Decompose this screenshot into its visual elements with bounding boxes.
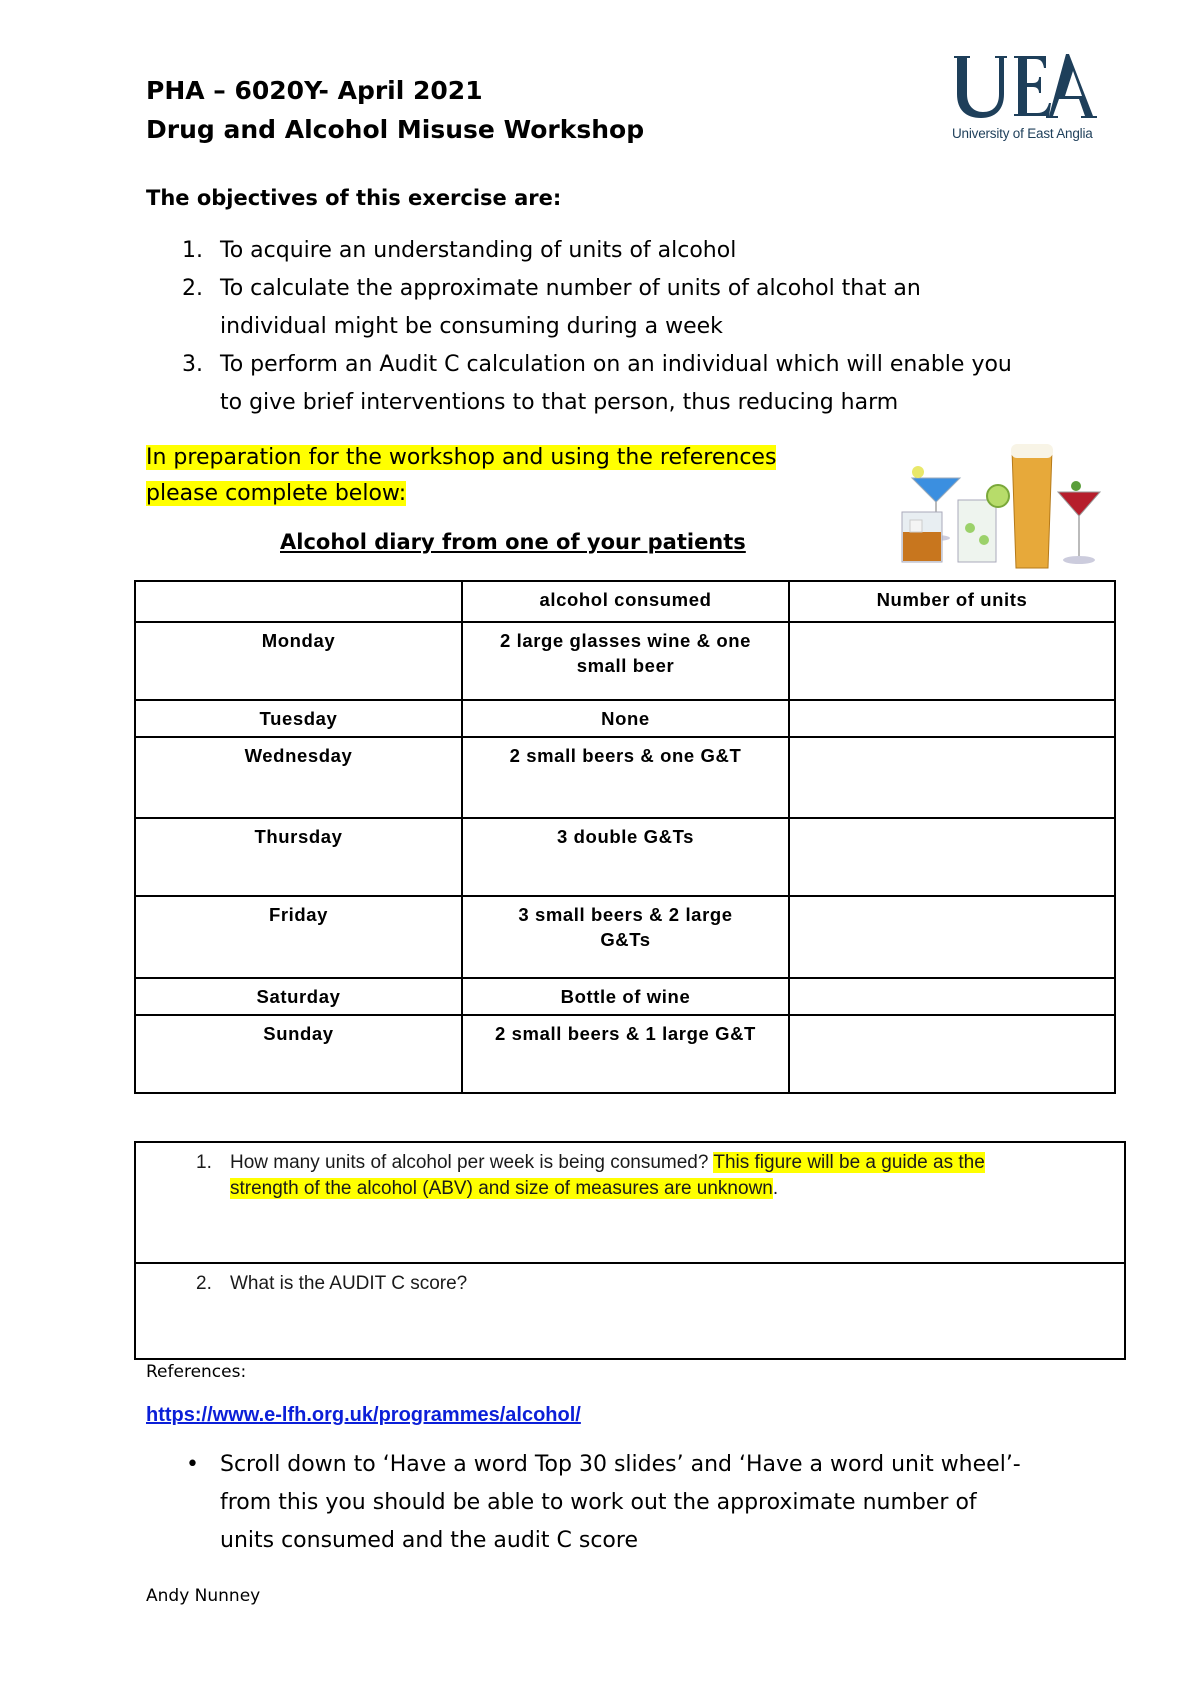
table-row [135, 622, 1115, 700]
document-subtitle: Drug and Alcohol Misuse Workshop [146, 115, 645, 144]
question-number: 1. [196, 1152, 212, 1173]
units-cell[interactable] [789, 622, 1115, 700]
references-label: References: [146, 1362, 247, 1382]
bullet-icon: • [186, 1452, 199, 1477]
objective-text-cont: individual might be consuming during a week [220, 314, 723, 339]
table-row [135, 978, 1115, 1015]
consumed-text: 2 large glasses wine & one [499, 630, 752, 651]
units-cell[interactable] [789, 896, 1115, 978]
consumed-text: small beer [576, 655, 675, 676]
table-row [135, 818, 1115, 896]
question-text: What is the AUDIT C score? [230, 1273, 468, 1294]
day-cell: Tuesday [135, 700, 462, 737]
day-cell: Friday [135, 896, 462, 978]
objective-item [146, 270, 1076, 346]
reference-bullet [146, 1446, 1086, 1560]
table-row [135, 896, 1115, 978]
question-row [135, 1263, 1125, 1359]
question-note: This figure will be a guide as the [713, 1152, 985, 1173]
footer-author: Andy Nunney [146, 1586, 261, 1606]
uea-logo [952, 52, 1112, 148]
table-header-cell: Number of units [789, 581, 1115, 622]
question-text: How many units of alcohol per week is being consumed? [230, 1152, 714, 1173]
objective-text: To perform an Audit C calculation on an individual which will enable you [220, 352, 1012, 377]
question-note: strength of the alcohol (ABV) and size of measures are unknown [230, 1178, 773, 1199]
consumed-cell: 3 double G&Ts [462, 818, 789, 896]
question-number: 2. [196, 1273, 212, 1294]
consumed-cell: None [462, 700, 789, 737]
objective-number: 2. [182, 276, 203, 301]
consumed-text: G&Ts [600, 929, 651, 950]
day-cell: Monday [135, 622, 462, 700]
question-cell[interactable] [135, 1263, 1125, 1359]
consumed-cell: 2 small beers & 1 large G&T [462, 1015, 789, 1093]
questions-table [134, 1141, 1126, 1360]
university-name: University of East Anglia [952, 126, 1093, 141]
day-cell: Wednesday [135, 737, 462, 818]
objective-text-cont: to give brief interventions to that person, thus reducing harm [220, 390, 899, 415]
drinks-image [900, 440, 1120, 575]
consumed-cell: 2 small beers & one G&T [462, 737, 789, 818]
objective-item [146, 346, 1076, 422]
objectives-list [146, 232, 1076, 422]
consumed-cell [462, 896, 789, 978]
units-cell[interactable] [789, 1015, 1115, 1093]
question-cell[interactable] [135, 1142, 1125, 1263]
units-cell[interactable] [789, 737, 1115, 818]
diary-title: Alcohol diary from one of your patients [280, 530, 746, 554]
day-cell: Saturday [135, 978, 462, 1015]
consumed-text: 3 small beers & 2 large [518, 904, 733, 925]
objective-text: To acquire an understanding of units of alcohol [220, 238, 737, 263]
bullet-text: Scroll down to ‘Have a word Top 30 slides’ and ‘Have a word unit wheel’- [220, 1452, 1021, 1477]
bullet-text: from this you should be able to work out the approximate number of [220, 1490, 977, 1515]
preparation-line: please complete below: [146, 481, 407, 506]
day-cell: Sunday [135, 1015, 462, 1093]
preparation-line: In preparation for the workshop and using the references [146, 445, 777, 470]
table-row [135, 700, 1115, 737]
table-row [135, 1015, 1115, 1093]
objective-number: 3. [182, 352, 203, 377]
document-title: PHA – 6020Y- April 2021 [146, 76, 483, 105]
objective-text: To calculate the approximate number of units of alcohol that an [220, 276, 921, 301]
consumed-cell: Bottle of wine [462, 978, 789, 1015]
reference-link[interactable]: https://www.e-lfh.org.uk/programmes/alcohol/ [146, 1404, 581, 1426]
units-cell[interactable] [789, 818, 1115, 896]
alcohol-diary-table [134, 580, 1116, 1094]
table-header-cell [135, 581, 462, 622]
units-cell[interactable] [789, 700, 1115, 737]
question-row [135, 1142, 1125, 1263]
objective-number: 1. [182, 238, 203, 263]
consumed-cell [462, 622, 789, 700]
bullet-text: units consumed and the audit C score [220, 1528, 638, 1553]
table-row [135, 737, 1115, 818]
uea-logo-mark [952, 52, 1102, 124]
question-text: . [772, 1178, 779, 1199]
table-header-row [135, 581, 1115, 622]
objectives-heading: The objectives of this exercise are: [146, 186, 562, 210]
objective-item [146, 232, 1076, 270]
preparation-instructions [146, 440, 776, 512]
day-cell: Thursday [135, 818, 462, 896]
units-cell[interactable] [789, 978, 1115, 1015]
table-header-cell: alcohol consumed [462, 581, 789, 622]
